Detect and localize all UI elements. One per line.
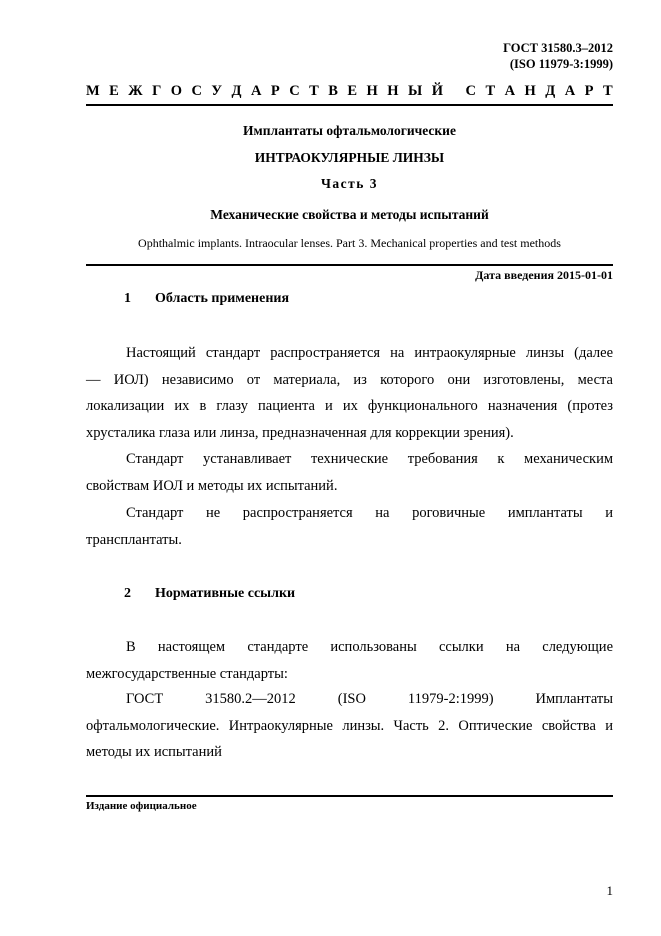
banner-letter: А [250, 83, 262, 99]
banner-letter: Е [347, 83, 358, 99]
title-line-1: Имплантаты офтальмологические [243, 123, 456, 138]
text-line: Настоящий стандарт распространяется на интраокулярные линзы (далее [126, 345, 613, 361]
banner-letter: Р [584, 83, 594, 99]
footer-rule [86, 795, 613, 797]
banner-letter: Т [485, 83, 496, 99]
text-line: — ИОЛ) независимо от материала, из которого они изготовлены, места [86, 371, 613, 388]
banner-letter: С [289, 83, 300, 99]
section-1-title: Область применения [155, 291, 290, 306]
banner-letter: М [86, 83, 100, 99]
title-line-4: Механические свойства и методы испытаний [210, 207, 489, 222]
banner-letter: Й [431, 83, 443, 99]
section-1-paragraph-2 [86, 446, 613, 499]
text-line: трансплантаты. [86, 531, 182, 548]
text-line: Стандарт устанавливает технические требования к механическим [126, 451, 613, 467]
banner-letter: Т [309, 83, 319, 99]
banner-letter: А [564, 83, 576, 99]
text-line: офтальмологические. Интраокулярные линзы. Часть 2. Оптические свойства и [86, 717, 613, 734]
banner-letter: У [211, 83, 223, 99]
banner-letter: Т [602, 83, 613, 99]
text-line: свойствам ИОЛ и методы их испытаний. [86, 477, 338, 494]
title-rule [86, 264, 613, 266]
iso-number: (ISO 11979-3:1999) [509, 57, 613, 71]
section-1-number: 1 [124, 291, 131, 306]
title-line-2: ИНТРАОКУЛЯРНЫЕ ЛИНЗЫ [254, 150, 445, 165]
text-line: В настоящем стандарте использованы ссылки на следующие [126, 639, 613, 655]
official-edition-note: Издание официальное [86, 800, 197, 812]
section-2-paragraph-2 [86, 686, 613, 766]
banner-letter: Р [270, 83, 280, 99]
banner-letter: Н [366, 83, 378, 99]
section-2-paragraph-1 [86, 634, 613, 687]
text-line: локализации их в глазу пациента и их функционального назначения (протез [86, 398, 613, 414]
text-line: Стандарт не распространяется на роговичные имплантаты и [126, 505, 613, 521]
banner-letter: Ж [128, 83, 143, 99]
banner-letter: В [328, 83, 338, 99]
page-number: 1 [606, 883, 613, 898]
standard-number: ГОСТ 31580.3–2012 [503, 41, 613, 55]
banner-letter: О [170, 83, 183, 99]
section-1-paragraph-1 [86, 340, 613, 446]
banner-letter: Д [231, 83, 242, 99]
banner-rule [86, 104, 613, 106]
section-2-number: 2 [124, 586, 131, 601]
section-2-title: Нормативные ссылки [155, 586, 296, 601]
banner-letter: Д [545, 83, 556, 99]
banner-letter: А [504, 83, 516, 99]
banner-letter: С [191, 83, 202, 99]
banner-letter: Ы [408, 83, 423, 99]
title-part: Часть 3 [320, 176, 379, 191]
banner-letter: Н [524, 83, 536, 99]
banner-letter: С [465, 83, 476, 99]
english-title: Ophthalmic implants. Intraocular lenses. Part 3. Mechanical properties and test methods [138, 236, 561, 250]
banner-letter: Н [387, 83, 399, 99]
introduction-date: Дата введения 2015-01-01 [475, 268, 613, 282]
text-line: ГОСТ 31580.2—2012 (ISO 11979-2:1999) Имплантаты [126, 691, 613, 707]
text-line: методы их испытаний [86, 744, 222, 760]
standard-designation [503, 40, 613, 72]
text-line: межгосударственные стандарты: [86, 665, 288, 682]
interstate-standard-banner [86, 83, 613, 100]
banner-letter: Е [109, 83, 119, 99]
banner-letter [452, 83, 456, 100]
section-1-paragraph-3 [86, 500, 613, 553]
text-line: хрусталика глаза или линза, предназначенная для коррекции зрения). [86, 424, 514, 441]
banner-letter: Г [152, 83, 162, 99]
